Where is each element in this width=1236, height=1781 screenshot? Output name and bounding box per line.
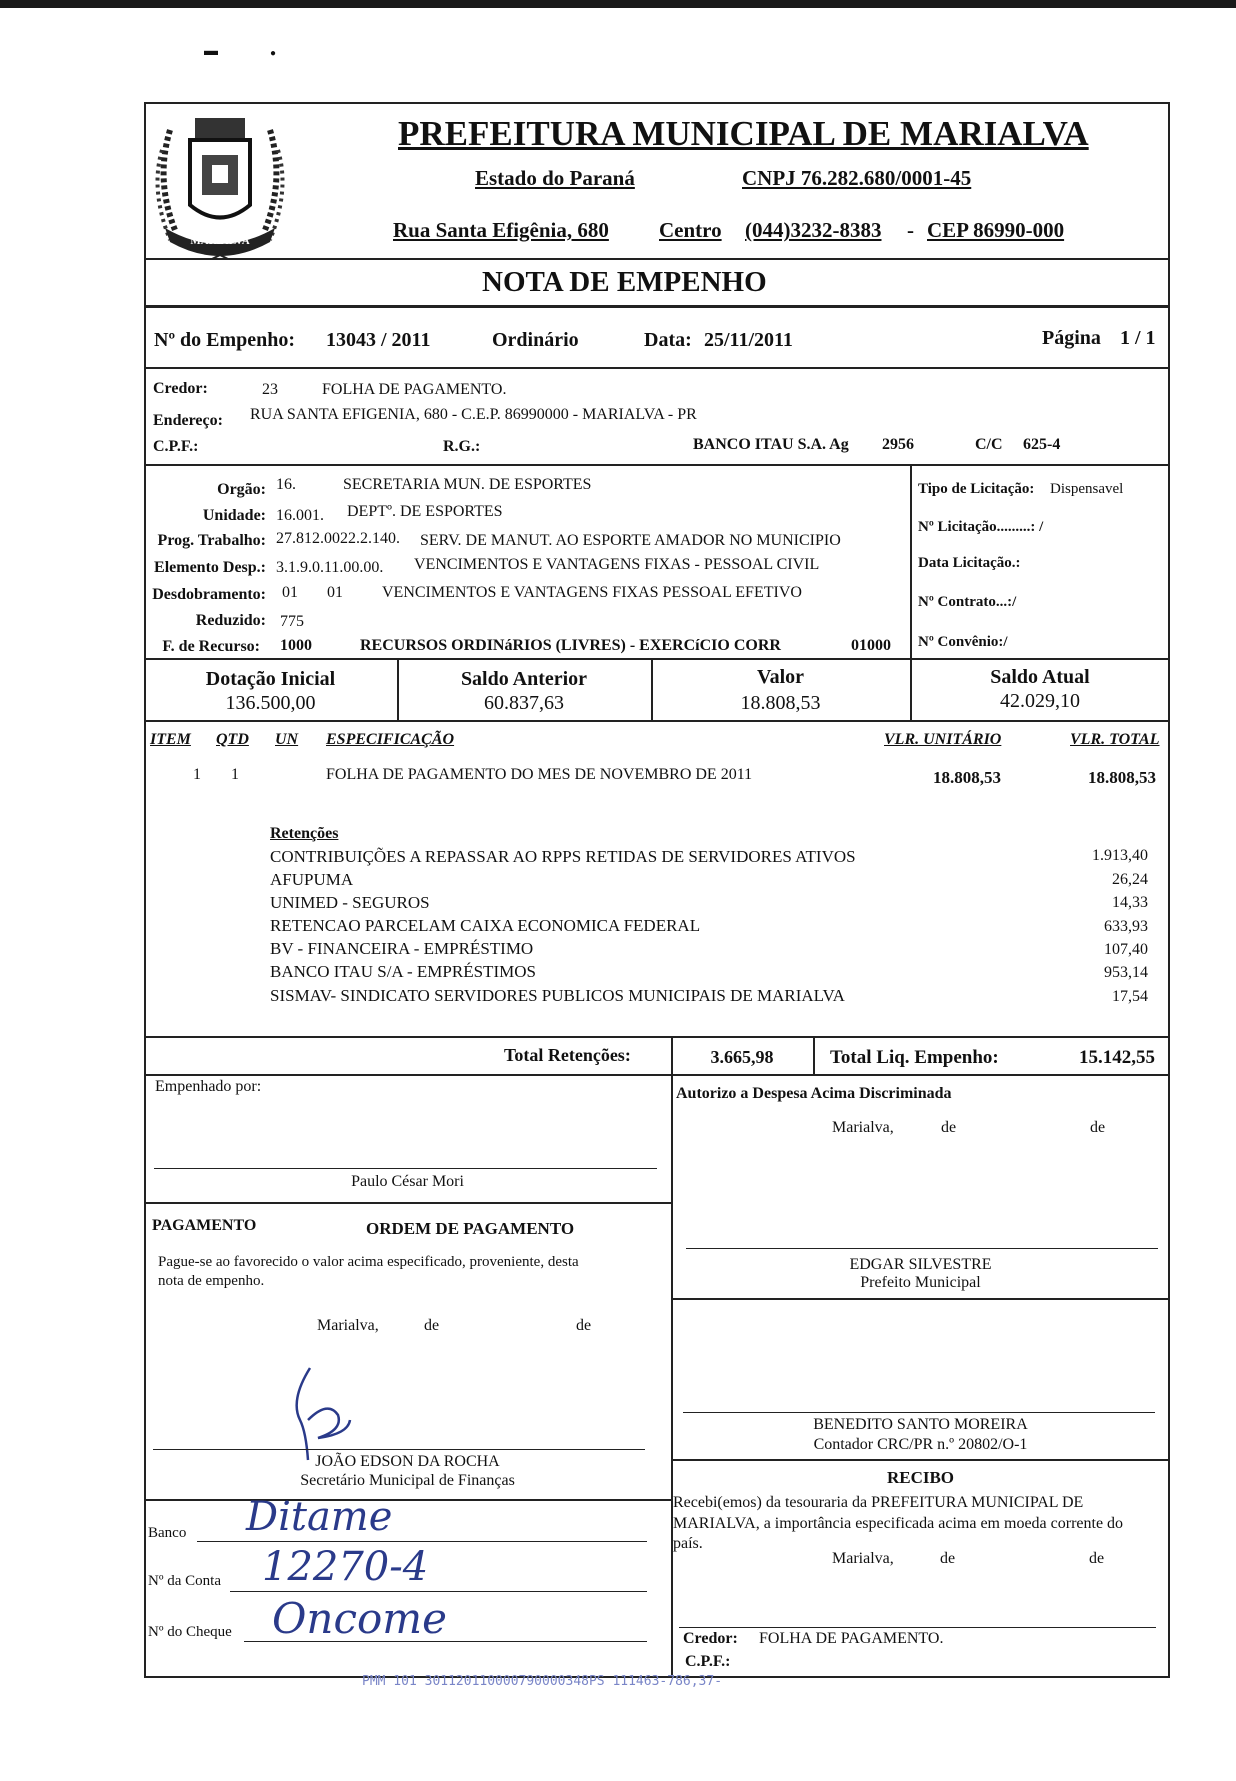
empenho-date-label: Data: <box>644 329 692 351</box>
elemento-code: 3.1.9.0.11.00.00. <box>276 559 384 576</box>
recibo-cpf-label: C.P.F.: <box>685 1653 731 1670</box>
pagamento-de-1: de <box>424 1317 440 1334</box>
street-address: Rua Santa Efigênia, 680 <box>393 218 609 242</box>
reduzido-value: 775 <box>280 613 304 630</box>
page-number: 1 / 1 <box>1120 327 1156 349</box>
recibo-credor: FOLHA DE PAGAMENTO. <box>759 1630 944 1647</box>
saldo-atual-label: Saldo Atual <box>990 666 1090 688</box>
prefeito-role: Prefeito Municipal <box>860 1274 981 1291</box>
valor-label: Valor <box>756 666 805 688</box>
elemento-name: VENCIMENTOS E VANTAGENS FIXAS - PESSOAL CIVIL <box>414 556 820 573</box>
unidade-name: DEPTº. DE ESPORTES <box>347 503 503 520</box>
secretario-name: JOÃO EDSON DA ROCHA <box>315 1453 500 1470</box>
cpf-label: C.P.F.: <box>153 438 199 455</box>
orgao-code: 16. <box>276 476 296 493</box>
recibo-de-1: de <box>940 1550 956 1567</box>
col-qtd: QTD <box>216 731 249 748</box>
desdobramento-name: VENCIMENTOS E VANTAGENS FIXAS PESSOAL EFETIVO <box>382 584 802 601</box>
cc-number: 625-4 <box>1023 436 1061 453</box>
bank-name: BANCO ITAU S.A. Ag <box>693 436 849 453</box>
retencoes-title: Retenções <box>270 825 339 842</box>
retencao-desc: UNIMED - SEGUROS <box>270 893 430 912</box>
pagamento-label: PAGAMENTO <box>152 1217 257 1234</box>
licitacao-data: Data Licitação.: <box>918 555 1021 571</box>
desdobramento-code-2: 01 <box>327 584 343 601</box>
retencao-desc: SISMAV- SINDICATO SERVIDORES PUBLICOS MUNICIPAIS DE MARIALVA <box>270 986 845 1005</box>
retencao-value: 1.913,40 <box>1092 847 1148 864</box>
col-item: ITEM <box>150 731 191 748</box>
item-unit-value: 18.808,53 <box>933 768 1001 787</box>
secretario-role: Secretário Municipal de Finanças <box>300 1472 515 1489</box>
desdobramento-code-1: 01 <box>282 584 298 601</box>
recibo-title: RECIBO <box>886 1468 955 1487</box>
scan-speck: ▬ <box>204 44 218 59</box>
valor-value: 18.808,53 <box>740 692 821 714</box>
retencao-value: 633,93 <box>1104 918 1148 935</box>
recibo-text-2: MARIALVA, a importância especificada acima em moeda corrente do <box>673 1515 1124 1532</box>
contrato-numero: Nº Contrato...:/ <box>918 594 1017 610</box>
prog-label: Prog. Trabalho: <box>157 532 266 549</box>
saldo-anterior-label: Saldo Anterior <box>460 668 588 690</box>
convenio-numero: Nº Convênio:/ <box>918 634 1008 650</box>
credor-address: RUA SANTA EFIGENIA, 680 - C.E.P. 86990000 - MARIALVA - PR <box>250 406 697 423</box>
item-spec: FOLHA DE PAGAMENTO DO MES DE NOVEMBRO DE 2011 <box>326 766 753 783</box>
autorizo-de-2: de <box>1090 1119 1106 1136</box>
orgao-name: SECRETARIA MUN. DE ESPORTES <box>343 476 592 493</box>
col-especificacao: ESPECIFICAÇÃO <box>326 731 455 748</box>
empenho-date: 25/11/2011 <box>704 329 793 351</box>
empenho-number-label: Nº do Empenho: <box>154 329 296 351</box>
pagamento-de-2: de <box>576 1317 592 1334</box>
retencao-value: 107,40 <box>1104 941 1148 958</box>
orgao-label: Orgão: <box>217 481 266 498</box>
district: Centro <box>659 218 722 242</box>
conta-handwritten: 12270-4 <box>262 1544 429 1590</box>
banco-handwritten: Ditame <box>246 1494 393 1540</box>
total-liquido-value: 15.142,55 <box>1079 1047 1155 1068</box>
dotacao-value: 136.500,00 <box>225 692 316 714</box>
retencao-value: 17,54 <box>1112 988 1148 1005</box>
document-title: NOTA DE EMPENHO <box>482 266 767 298</box>
retencao-desc: BANCO ITAU S/A - EMPRÉSTIMOS <box>270 962 536 981</box>
cc-label: C/C <box>975 436 1003 453</box>
saldo-atual-value: 42.029,10 <box>1000 690 1080 712</box>
rg-label: R.G.: <box>443 438 481 455</box>
retencao-value: 26,24 <box>1112 871 1148 888</box>
ordem-pagamento-label: ORDEM DE PAGAMENTO <box>366 1219 575 1238</box>
recurso-name: RECURSOS ORDINáRIOS (LIVRES) - EXERCíCIO CORR <box>360 637 781 654</box>
recurso-label: F. de Recurso: <box>162 638 260 655</box>
municipality-title: PREFEITURA MUNICIPAL DE MARIALVA <box>398 114 1089 153</box>
unidade-label: Unidade: <box>202 507 266 524</box>
prefeito-name: EDGAR SILVESTRE <box>849 1256 992 1273</box>
banco-label: Banco <box>148 1525 187 1541</box>
pagamento-place: Marialva, <box>317 1317 379 1334</box>
total-liquido-label: Total Liq. Empenho: <box>830 1047 999 1068</box>
col-un: UN <box>275 731 299 748</box>
state-name: Estado do Paraná <box>475 166 635 190</box>
retencao-desc: AFUPUMA <box>270 870 354 889</box>
phone: (044)3232-8383 <box>745 218 882 242</box>
col-vlr-unitario: VLR. UNITÁRIO <box>884 731 1002 748</box>
credor-code: 23 <box>262 381 278 398</box>
recurso-code-2: 01000 <box>851 637 891 654</box>
empenho-type: Ordinário <box>492 329 579 351</box>
header-dash: - <box>907 218 914 242</box>
page-label: Página <box>1042 327 1101 349</box>
recibo-text-3: país. <box>673 1535 703 1552</box>
credor-label: Credor: <box>153 380 208 397</box>
bank-agency: 2956 <box>882 436 914 453</box>
pagamento-text-2: nota de empenho. <box>158 1273 265 1289</box>
municipal-crest-icon <box>150 110 290 260</box>
licitacao-tipo: Dispensavel <box>1050 481 1124 497</box>
retencao-desc: CONTRIBUIÇÕES A REPASSAR AO RPPS RETIDAS DE SERVIDORES ATIVOS <box>270 847 856 866</box>
retencao-desc: BV - FINANCEIRA - EMPRÉSTIMO <box>270 939 534 958</box>
total-retencoes-label: Total Retenções: <box>504 1045 631 1065</box>
pagamento-text-1: Pague-se ao favorecido o valor acima especificado, proveniente, desta <box>158 1254 579 1270</box>
retencao-value: 14,33 <box>1112 894 1148 911</box>
authentication-code: PMM 101 301120110000790000348PS 111463-786,37- <box>362 1674 723 1689</box>
autorizo-label: Autorizo a Despesa Acima Discriminada <box>676 1085 952 1102</box>
conta-label: Nº da Conta <box>148 1573 221 1589</box>
desdobramento-label: Desdobramento: <box>152 586 266 603</box>
retencao-desc: RETENCAO PARCELAM CAIXA ECONOMICA FEDERAL <box>270 916 701 935</box>
unidade-code: 16.001. <box>276 507 324 524</box>
address-label: Endereço: <box>153 412 223 429</box>
total-retencoes-value: 3.665,98 <box>710 1047 774 1067</box>
elemento-label: Elemento Desp.: <box>154 559 266 576</box>
recurso-code: 1000 <box>280 637 312 654</box>
crest-text: MARIALVA <box>190 235 250 247</box>
scan-top-edge <box>0 0 1236 8</box>
cheque-label: Nº do Cheque <box>148 1624 232 1640</box>
licitacao-tipo-label: Tipo de Licitação: <box>918 481 1035 497</box>
autorizo-place: Marialva, <box>832 1119 894 1136</box>
item-qtd: 1 <box>231 766 239 783</box>
saldo-anterior-value: 60.837,63 <box>484 692 564 714</box>
col-vlr-total: VLR. TOTAL <box>1070 731 1160 748</box>
contador-name: BENEDITO SANTO MOREIRA <box>813 1416 1028 1433</box>
prog-name: SERV. DE MANUT. AO ESPORTE AMADOR NO MUNICIPIO <box>420 532 841 549</box>
empenho-number: 13043 / 2011 <box>326 329 431 351</box>
credor-name: FOLHA DE PAGAMENTO. <box>322 381 507 398</box>
contador-role: Contador CRC/PR n.º 20802/O-1 <box>813 1436 1028 1453</box>
cheque-handwritten: Oncome <box>272 1594 447 1643</box>
prog-code: 27.812.0022.2.140. <box>276 530 400 547</box>
empenhado-label: Empenhado por: <box>155 1078 262 1095</box>
autorizo-de-1: de <box>941 1119 957 1136</box>
retencao-value: 953,14 <box>1104 964 1148 981</box>
recibo-place: Marialva, <box>832 1550 894 1567</box>
empenhado-name: Paulo César Mori <box>351 1173 464 1190</box>
cnpj: CNPJ 76.282.680/0001-45 <box>742 166 972 190</box>
dotacao-label: Dotação Inicial <box>205 668 336 690</box>
reduzido-label: Reduzido: <box>195 612 266 629</box>
item-total-value: 18.808,53 <box>1088 768 1156 787</box>
item-number: 1 <box>193 766 201 783</box>
cep: CEP 86990-000 <box>927 218 1065 242</box>
scan-speck: ● <box>270 48 277 59</box>
recibo-de-2: de <box>1089 1550 1105 1567</box>
recibo-credor-label: Credor: <box>683 1630 738 1647</box>
licitacao-numero: Nº Licitação.........: / <box>918 519 1044 535</box>
recibo-text-1: Recebi(emos) da tesouraria da PREFEITURA MUNICIPAL DE <box>673 1494 1084 1511</box>
